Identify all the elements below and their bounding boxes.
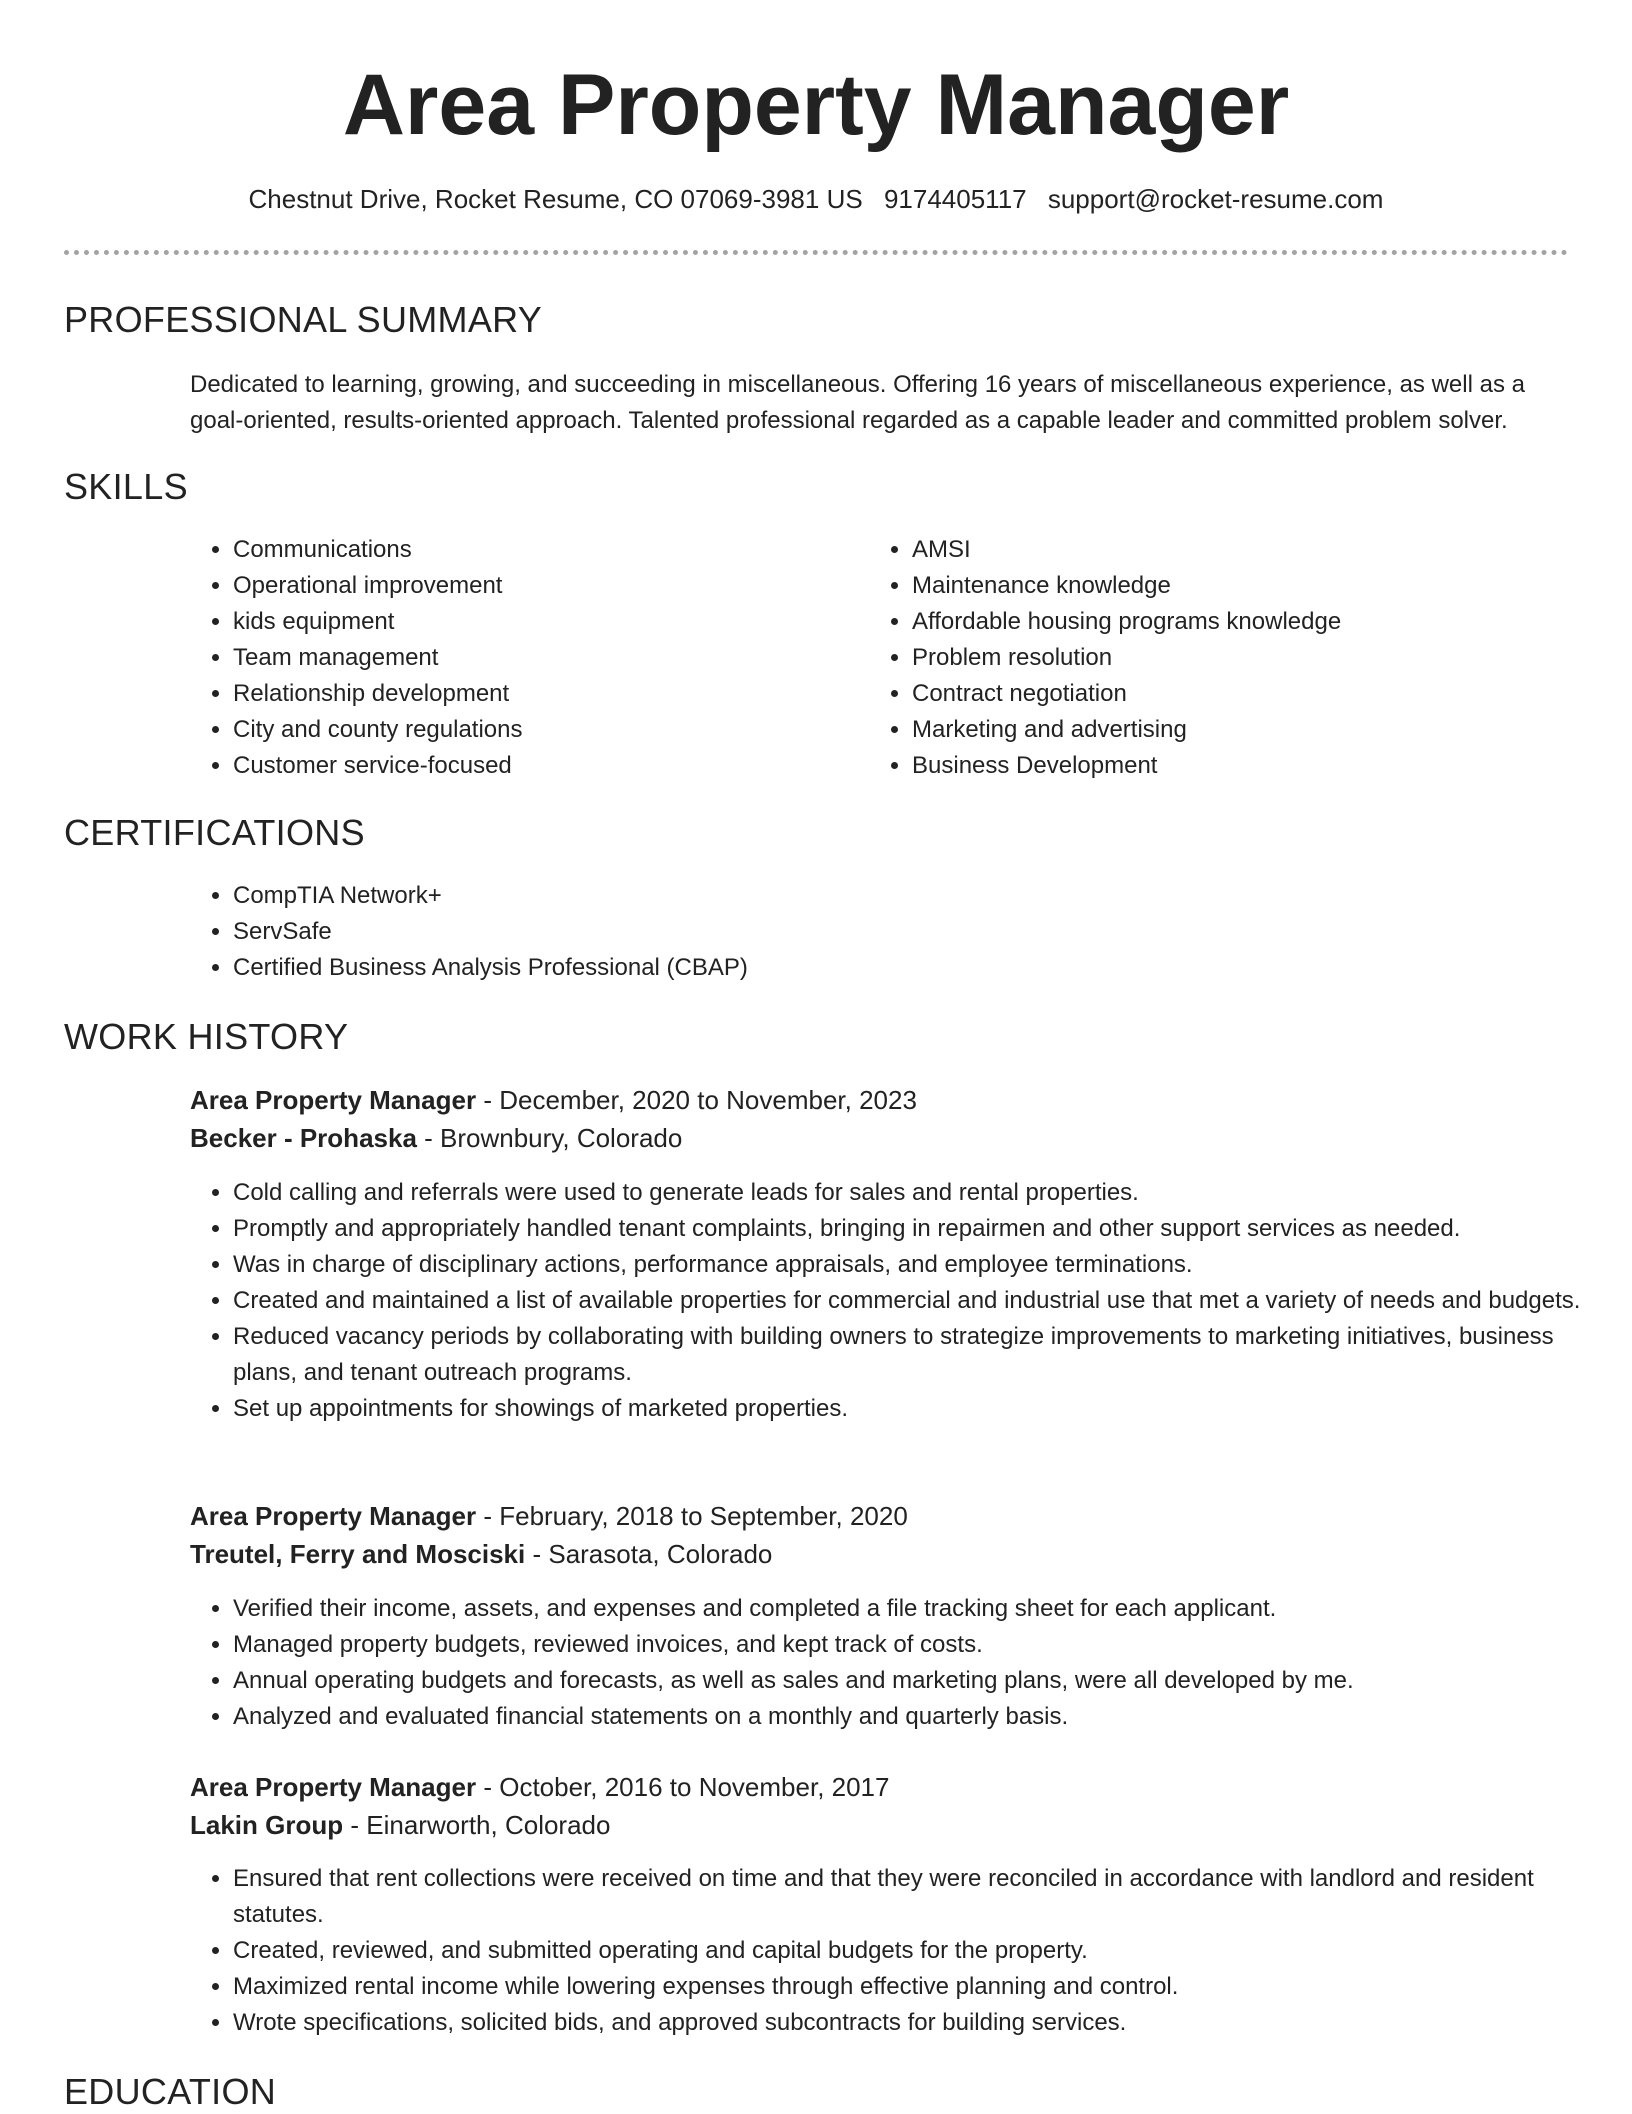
job-location: - Einarworth, Colorado: [350, 1810, 611, 1840]
section-title-skills: SKILLS: [64, 466, 188, 507]
job-bullet: • Was in charge of disciplinary actions, performance appraisals, and employee terminations.: [233, 1247, 1603, 1283]
job-title: Area Property Manager: [190, 1772, 477, 1802]
summary-text: Dedicated to learning, growing, and succeeding in miscellaneous. Offering 16 years of miscellaneous experience, as well as a goal-oriented, results-oriented approach. Talented professional regarded as a capable leader and committed problem solver.: [190, 371, 1525, 434]
certification-item: • CompTIA Network+: [233, 878, 1603, 914]
job-bullet: • Managed property budgets, reviewed invoices, and kept track of costs.: [233, 1627, 1603, 1663]
job-bullet: • Annual operating budgets and forecasts, as well as sales and marketing plans, were all developed by me.: [233, 1663, 1603, 1699]
job-bullet: • Set up appointments for showings of marketed properties.: [233, 1391, 1603, 1427]
section-title-certifications: CERTIFICATIONS: [64, 812, 365, 853]
skill-item: • Operational improvement: [233, 568, 853, 604]
job-bullet: • Verified their income, assets, and expenses and completed a file tracking sheet for each applicant.: [233, 1591, 1603, 1627]
job-bullets: [190, 1175, 1603, 1427]
job-title-line: [190, 1082, 917, 1118]
job-dates: - October, 2016 to November, 2017: [483, 1772, 890, 1802]
contact-line: [0, 182, 1632, 216]
contact-address: Chestnut Drive, Rocket Resume, CO 07069-3981 US: [248, 184, 863, 214]
job-bullet: • Reduced vacancy periods by collaborating with building owners to strategize improvements to marketing initiatives, business plans, and tenant outreach programs.: [233, 1319, 1603, 1391]
job-bullet: • Created, reviewed, and submitted operating and capital budgets for the property.: [233, 1933, 1603, 1969]
job-dates: - February, 2018 to September, 2020: [483, 1501, 908, 1531]
job-company-line: [190, 1120, 682, 1156]
resume-name: Area Property Manager: [342, 57, 1290, 153]
section-title-work: WORK HISTORY: [64, 1016, 349, 1057]
job-dates: - December, 2020 to November, 2023: [483, 1085, 917, 1115]
skill-item: • Team management: [233, 640, 853, 676]
skill-item: • Marketing and advertising: [912, 712, 1592, 748]
job-bullet: • Wrote specifications, solicited bids, and approved subcontracts for building services.: [233, 2005, 1603, 2041]
contact-email[interactable]: support@rocket-resume.com: [1047, 184, 1384, 214]
job-location: - Sarasota, Colorado: [532, 1539, 773, 1569]
job-bullets: [190, 1861, 1603, 2041]
job-company: Becker - Prohaska: [190, 1123, 417, 1153]
section-title-summary: PROFESSIONAL SUMMARY: [64, 299, 543, 340]
job-bullet: • Ensured that rent collections were received on time and that they were reconciled in accordance with landlord and resident statutes.: [233, 1861, 1603, 1933]
section-title-education: EDUCATION: [64, 2071, 277, 2112]
job-location: - Brownbury, Colorado: [424, 1123, 683, 1153]
skill-item: • Communications: [233, 532, 853, 568]
job-bullet: • Cold calling and referrals were used to generate leads for sales and rental properties.: [233, 1175, 1603, 1211]
job-bullet: • Promptly and appropriately handled tenant complaints, bringing in repairmen and other support services as needed.: [233, 1211, 1603, 1247]
contact-phone: 9174405117: [883, 184, 1027, 214]
job-company: Treutel, Ferry and Mosciski: [190, 1539, 526, 1569]
job-bullet: • Created and maintained a list of available properties for commercial and industrial use that met a variety of needs and budgets.: [233, 1283, 1603, 1319]
job-company: Lakin Group: [190, 1810, 344, 1840]
job-company-line: [190, 1807, 610, 1843]
job-company-line: [190, 1536, 772, 1572]
skill-item: • Contract negotiation: [912, 676, 1592, 712]
skill-item: • Customer service-focused: [233, 748, 853, 784]
header-divider: [64, 250, 1568, 255]
skill-item: • Maintenance knowledge: [912, 568, 1592, 604]
skill-item: • Problem resolution: [912, 640, 1592, 676]
skill-item: • Business Development: [912, 748, 1592, 784]
skill-item: • Affordable housing programs knowledge: [912, 604, 1592, 640]
job-bullet: • Analyzed and evaluated financial statements on a monthly and quarterly basis.: [233, 1699, 1603, 1735]
job-bullet: • Maximized rental income while lowering expenses through effective planning and control.: [233, 1969, 1603, 2005]
job-title-line: [190, 1769, 889, 1805]
job-title: Area Property Manager: [190, 1501, 477, 1531]
certification-item: • ServSafe: [233, 914, 1603, 950]
job-title-line: [190, 1498, 908, 1534]
certification-item: • Certified Business Analysis Professional (CBAP): [233, 950, 1603, 986]
job-bullets: [190, 1591, 1603, 1735]
certifications-list: [190, 878, 1603, 986]
skills-list-left: [190, 532, 853, 784]
skills-list-right: [869, 532, 1592, 784]
skill-item: • kids equipment: [233, 604, 853, 640]
skill-item: • Relationship development: [233, 676, 853, 712]
skill-item: • AMSI: [912, 532, 1592, 568]
skill-item: • City and county regulations: [233, 712, 853, 748]
job-title: Area Property Manager: [190, 1085, 477, 1115]
